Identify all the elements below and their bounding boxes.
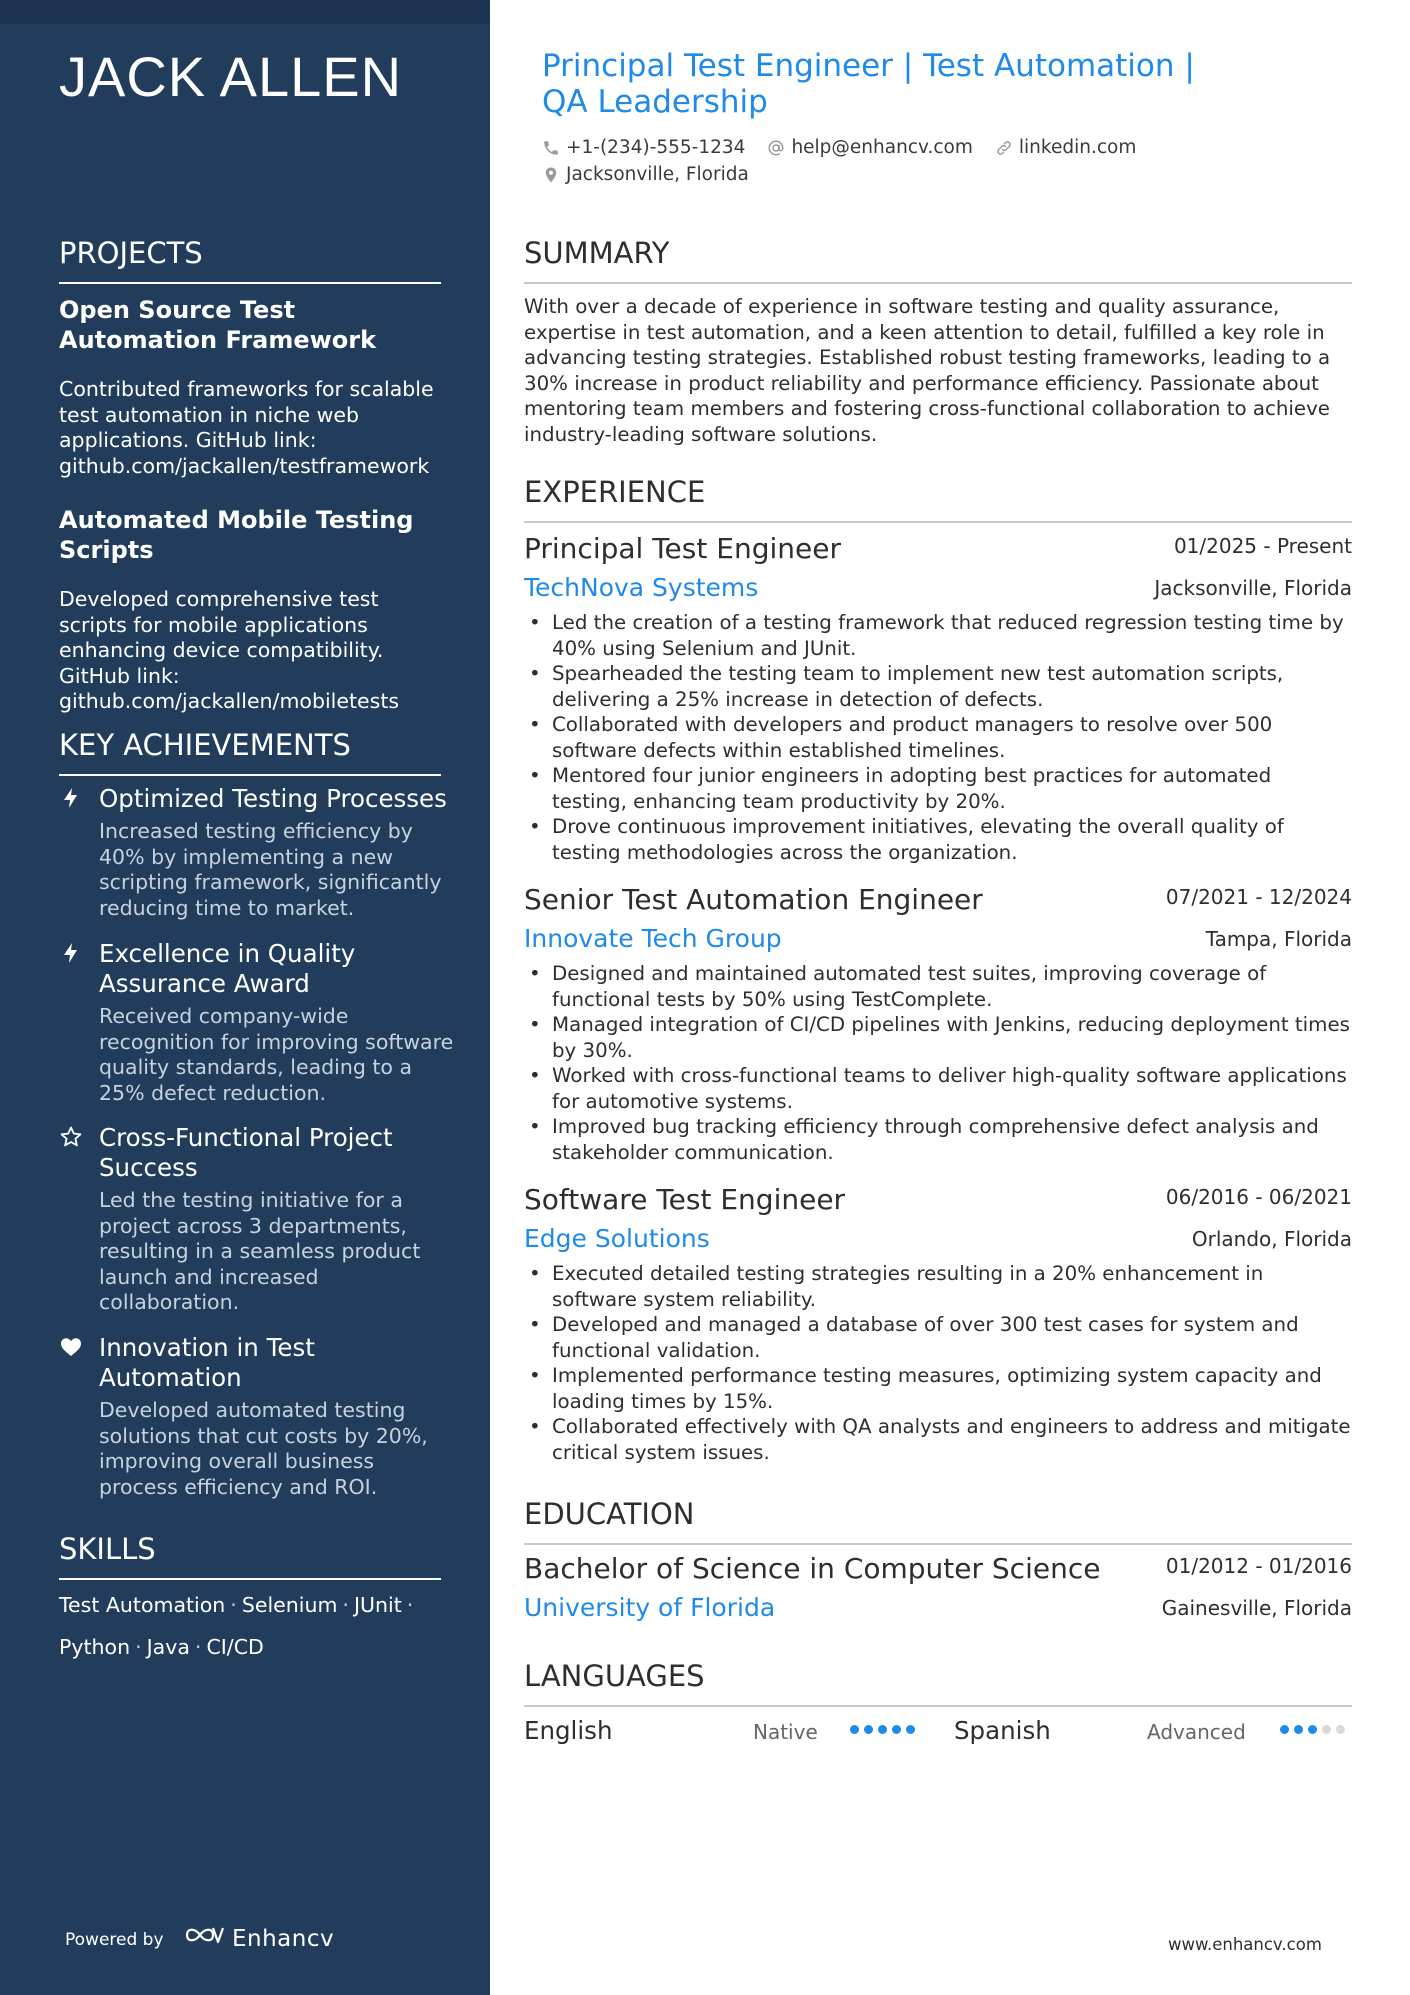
location-pin-icon xyxy=(542,165,560,185)
language-rating xyxy=(1280,1725,1350,1734)
job-company: TechNova Systems xyxy=(524,573,759,602)
education-heading: EDUCATION xyxy=(524,1497,1352,1545)
job-bullets xyxy=(524,610,1352,865)
enhancv-logo-icon xyxy=(183,1922,227,1948)
enhancv-brand-text: Enhancv xyxy=(232,1926,335,1952)
skill-tag: Python xyxy=(59,1635,131,1659)
language-rating xyxy=(850,1725,920,1734)
project-description: Contributed frameworks for scalable test automation in niche web applications. GitHub link: github.com/jackallen/testframework xyxy=(59,377,434,478)
experience-heading: EXPERIENCE xyxy=(524,475,1352,523)
job-dates: 06/2016 - 06/2021 xyxy=(1165,1185,1352,1209)
achievement-description: Increased testing efficiency by 40% by implementing a new scripting framework, significantly reducing time to market. xyxy=(99,819,442,920)
rating-dot-filled xyxy=(850,1725,859,1734)
lightning-bolt-icon xyxy=(59,941,83,965)
school-location: Gainesville, Florida xyxy=(1161,1596,1352,1620)
job-bullet: • Worked with cross-functional teams to deliver high-quality software applications for automotive systems. xyxy=(524,1063,1352,1114)
location-text: Jacksonville, Florida xyxy=(566,164,749,185)
job-title: Software Test Engineer xyxy=(524,1183,846,1216)
headline: Principal Test Engineer | Test Automation | QA Leadership xyxy=(542,48,1195,120)
rating-dot-empty xyxy=(1322,1725,1331,1734)
job-bullet: • Spearheaded the testing team to implement new test automation scripts, delivering a 25% increase in detection of defects. xyxy=(524,661,1352,712)
phone-text: +1-(234)-555-1234 xyxy=(566,137,746,158)
sidebar-top-bar xyxy=(0,0,490,24)
contact-phone[interactable] xyxy=(542,137,745,158)
lightning-bolt-icon xyxy=(59,786,83,810)
achievement-description: Received company-wide recognition for improving software quality standards, leading to a 25% defect reduction. xyxy=(99,1004,454,1105)
language-name: English xyxy=(524,1716,613,1745)
skill-tag: Test Automation xyxy=(59,1593,226,1617)
achievement-title: Optimized Testing Processes xyxy=(99,784,447,813)
rating-dot-filled xyxy=(878,1725,887,1734)
achievement-item xyxy=(59,784,459,921)
powered-by-label: Powered by xyxy=(65,1930,164,1950)
skill-tag: Java xyxy=(146,1635,190,1659)
job-bullet: • Mentored four junior engineers in adopting best practices for automated testing, enhancing team productivity by 20%. xyxy=(524,763,1352,814)
achievement-item xyxy=(59,939,459,1106)
sidebar xyxy=(0,0,490,1995)
achievement-title: Cross-Functional Project Success xyxy=(99,1123,393,1182)
summary-text: With over a decade of experience in software testing and quality assurance, expertise in test automation, and a keen attention to detail, fulfilled a key role in advancing testing strategies. Established robust testing frameworks, leading to a 30% increase in product reliability and performance efficiency. Passionate about mentoring team members and fostering cross-functional collaboration to achieve industry-leading software solutions. xyxy=(524,295,1331,446)
project-description: Developed comprehensive test scripts for mobile applications enhancing device compatibility. GitHub link: github.com/jackallen/mobiletests xyxy=(59,587,400,713)
job-dates: 01/2025 - Present xyxy=(1173,534,1352,558)
skills-list: Test Automation · Selenium · JUnit · Python · Java · CI/CD xyxy=(59,1593,414,1659)
contact-location xyxy=(542,164,749,185)
project-item xyxy=(59,295,444,479)
degree-title: Bachelor of Science in Computer Science xyxy=(524,1552,1101,1585)
school-name: University of Florida xyxy=(524,1593,776,1622)
rating-dot-empty xyxy=(1336,1725,1345,1734)
main-content xyxy=(524,0,1352,1995)
contact-linkedin[interactable] xyxy=(995,137,1136,158)
achievements-heading: KEY ACHIEVEMENTS xyxy=(59,728,441,776)
job-location: Jacksonville, Florida xyxy=(1154,576,1352,600)
linkedin-text: linkedin.com xyxy=(1018,137,1137,158)
job-company: Edge Solutions xyxy=(524,1224,710,1253)
job-bullet: • Managed integration of CI/CD pipelines with Jenkins, reducing deployment times by 30%. xyxy=(524,1012,1352,1063)
job-bullet: • Executed detailed testing strategies resulting in a 20% enhancement in software system reliability. xyxy=(524,1261,1352,1312)
project-title: Automated Mobile Testing Scripts xyxy=(59,506,414,564)
skill-tag: CI/CD xyxy=(206,1635,264,1659)
languages-heading: LANGUAGES xyxy=(524,1659,1352,1707)
achievement-title: Innovation in Test Automation xyxy=(99,1333,315,1392)
job-bullet: • Implemented performance testing measures, optimizing system capacity and loading times by 15%. xyxy=(524,1363,1352,1414)
rating-dot-filled xyxy=(1280,1725,1289,1734)
job-bullets xyxy=(524,1261,1352,1465)
projects-heading: PROJECTS xyxy=(59,236,441,284)
star-icon xyxy=(59,1125,83,1149)
achievement-description: Led the testing initiative for a project across 3 departments, resulting in a seamless product launch and increased collaboration. xyxy=(99,1188,421,1314)
rating-dot-filled xyxy=(906,1725,915,1734)
at-sign-icon xyxy=(767,139,785,157)
job-bullet: • Collaborated with developers and product managers to resolve over 500 software defects within established timelines. xyxy=(524,712,1352,763)
job-title: Principal Test Engineer xyxy=(524,532,841,565)
job-bullet: • Led the creation of a testing framework that reduced regression testing time by 40% using Selenium and JUnit. xyxy=(524,610,1352,661)
achievement-description: Developed automated testing solutions that cut costs by 20%, improving overall business process efficiency and ROI. xyxy=(99,1398,428,1499)
contact-row xyxy=(542,164,771,185)
language-level: Advanced xyxy=(1147,1720,1246,1744)
language-name: Spanish xyxy=(954,1716,1051,1745)
email-text: help@enhancv.com xyxy=(791,137,973,158)
summary-heading: SUMMARY xyxy=(524,236,1352,284)
job-bullet: • Drove continuous improvement initiatives, elevating the overall quality of testing methodologies across the organization. xyxy=(524,814,1352,865)
achievement-item xyxy=(59,1333,459,1500)
job-bullets xyxy=(524,961,1352,1165)
achievement-item xyxy=(59,1123,459,1316)
job-dates: 07/2021 - 12/2024 xyxy=(1165,885,1352,909)
skill-tag: Selenium xyxy=(241,1593,338,1617)
rating-dot-filled xyxy=(1294,1725,1303,1734)
phone-icon xyxy=(542,139,560,157)
job-location: Orlando, Florida xyxy=(1191,1227,1352,1251)
skill-tag: JUnit xyxy=(353,1593,402,1617)
education-dates: 01/2012 - 01/2016 xyxy=(1165,1554,1352,1578)
job-title: Senior Test Automation Engineer xyxy=(524,883,983,916)
job-company: Innovate Tech Group xyxy=(524,924,782,953)
rating-dot-filled xyxy=(1308,1725,1317,1734)
rating-dot-filled xyxy=(864,1725,873,1734)
footer-url[interactable]: www.enhancv.com xyxy=(1168,1935,1322,1954)
job-location: Tampa, Florida xyxy=(1205,927,1352,951)
contact-email[interactable] xyxy=(767,137,972,158)
contact-row xyxy=(542,137,1158,158)
heart-icon xyxy=(59,1335,83,1359)
rating-dot-filled xyxy=(892,1725,901,1734)
skills-heading: SKILLS xyxy=(59,1532,441,1580)
project-title: Open Source Test Automation Framework xyxy=(59,296,377,354)
job-bullet: • Improved bug tracking efficiency through comprehensive defect analysis and stakeholder communication. xyxy=(524,1114,1352,1165)
job-bullet: • Designed and maintained automated test suites, improving coverage of functional tests by 50% using TestComplete. xyxy=(524,961,1352,1012)
achievement-title: Excellence in Quality Assurance Award xyxy=(99,939,356,998)
job-bullet: • Collaborated effectively with QA analysts and engineers to address and mitigate critical system issues. xyxy=(524,1414,1352,1465)
project-item xyxy=(59,505,444,715)
job-bullet: • Developed and managed a database of over 300 test cases for system and functional validation. xyxy=(524,1312,1352,1363)
candidate-name: JACK ALLEN xyxy=(59,45,403,108)
link-icon xyxy=(995,139,1013,157)
language-level: Native xyxy=(753,1720,818,1744)
